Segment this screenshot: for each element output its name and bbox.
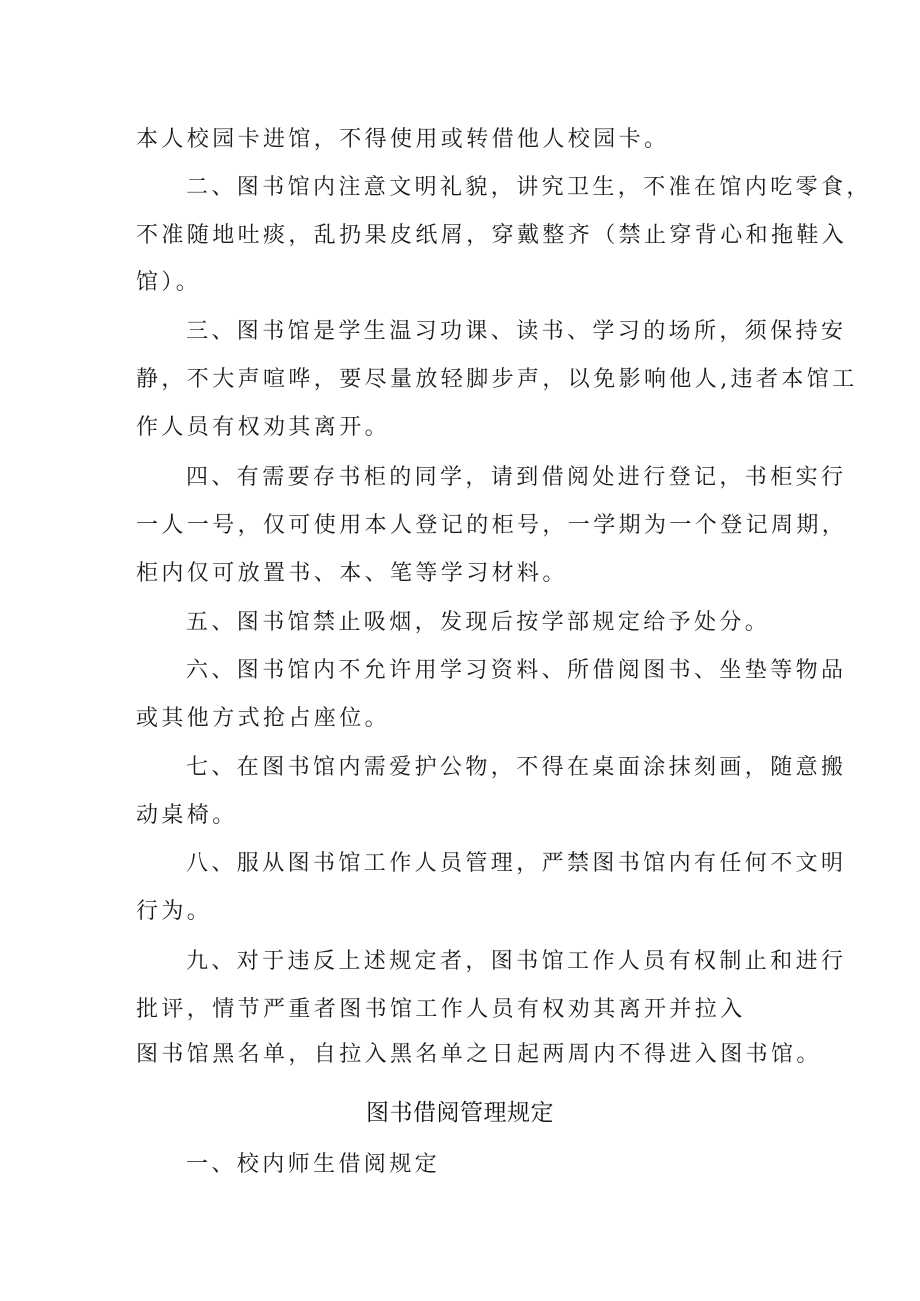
section-title: 图书借阅管理规定 — [366, 1100, 554, 1126]
section-first-line: 一、校内师生借阅规定 — [186, 1152, 441, 1177]
text-line: 六、图书馆内不允许用学习资料、所借阅图书、坐垫等物品 — [186, 658, 847, 683]
text-line: 行为。 — [136, 899, 213, 924]
text-line: 二、图书馆内注意文明礼貌，讲究卫生，不准在馆内吃零食， — [186, 175, 872, 200]
text-line: 不准随地吐痰，乱扔果皮纸屑，穿戴整齐（禁止穿背心和拖鞋入 — [136, 223, 848, 248]
text-line: 四、有需要存书柜的同学，请到借阅处进行登记，书柜实行 — [186, 465, 847, 490]
text-line: 五、图书馆禁止吸烟，发现后按学部规定给予处分。 — [186, 610, 771, 635]
text-line: 七、在图书馆内需爱护公物，不得在桌面涂抹刻画，随意搬 — [186, 755, 847, 780]
text-line: 图书馆黑名单，自拉入黑名单之日起两周内不得进入图书馆。 — [136, 1042, 822, 1067]
text-line: 馆）。 — [136, 270, 202, 295]
text-line: 本人校园卡进馆，不得使用或转借他人校园卡。 — [136, 127, 670, 152]
text-line: 或其他方式抢占座位。 — [136, 706, 391, 731]
text-line: 柜内仅可放置书、本、笔等学习材料。 — [136, 561, 568, 586]
text-line: 作人员有权劝其离开。 — [136, 415, 391, 440]
text-line: 九、对于违反上述规定者，图书馆工作人员有权制止和进行 — [186, 949, 847, 974]
text-line: 静，不大声喧哗，要尽量放轻脚步声，以免影响他人,违者本馆工 — [136, 367, 858, 392]
text-line: 批评，情节严重者图书馆工作人员有权劝其离开并拉入 — [136, 997, 746, 1022]
text-line: 八、服从图书馆工作人员管理，严禁图书馆内有任何不文明 — [186, 851, 847, 876]
text-line: 动桌椅。 — [136, 803, 238, 828]
text-line: 三、图书馆是学生温习功课、读书、学习的场所，须保持安 — [186, 319, 847, 344]
text-line: 一人一号，仅可使用本人登记的柜号，一学期为一个登记周期， — [136, 513, 848, 538]
